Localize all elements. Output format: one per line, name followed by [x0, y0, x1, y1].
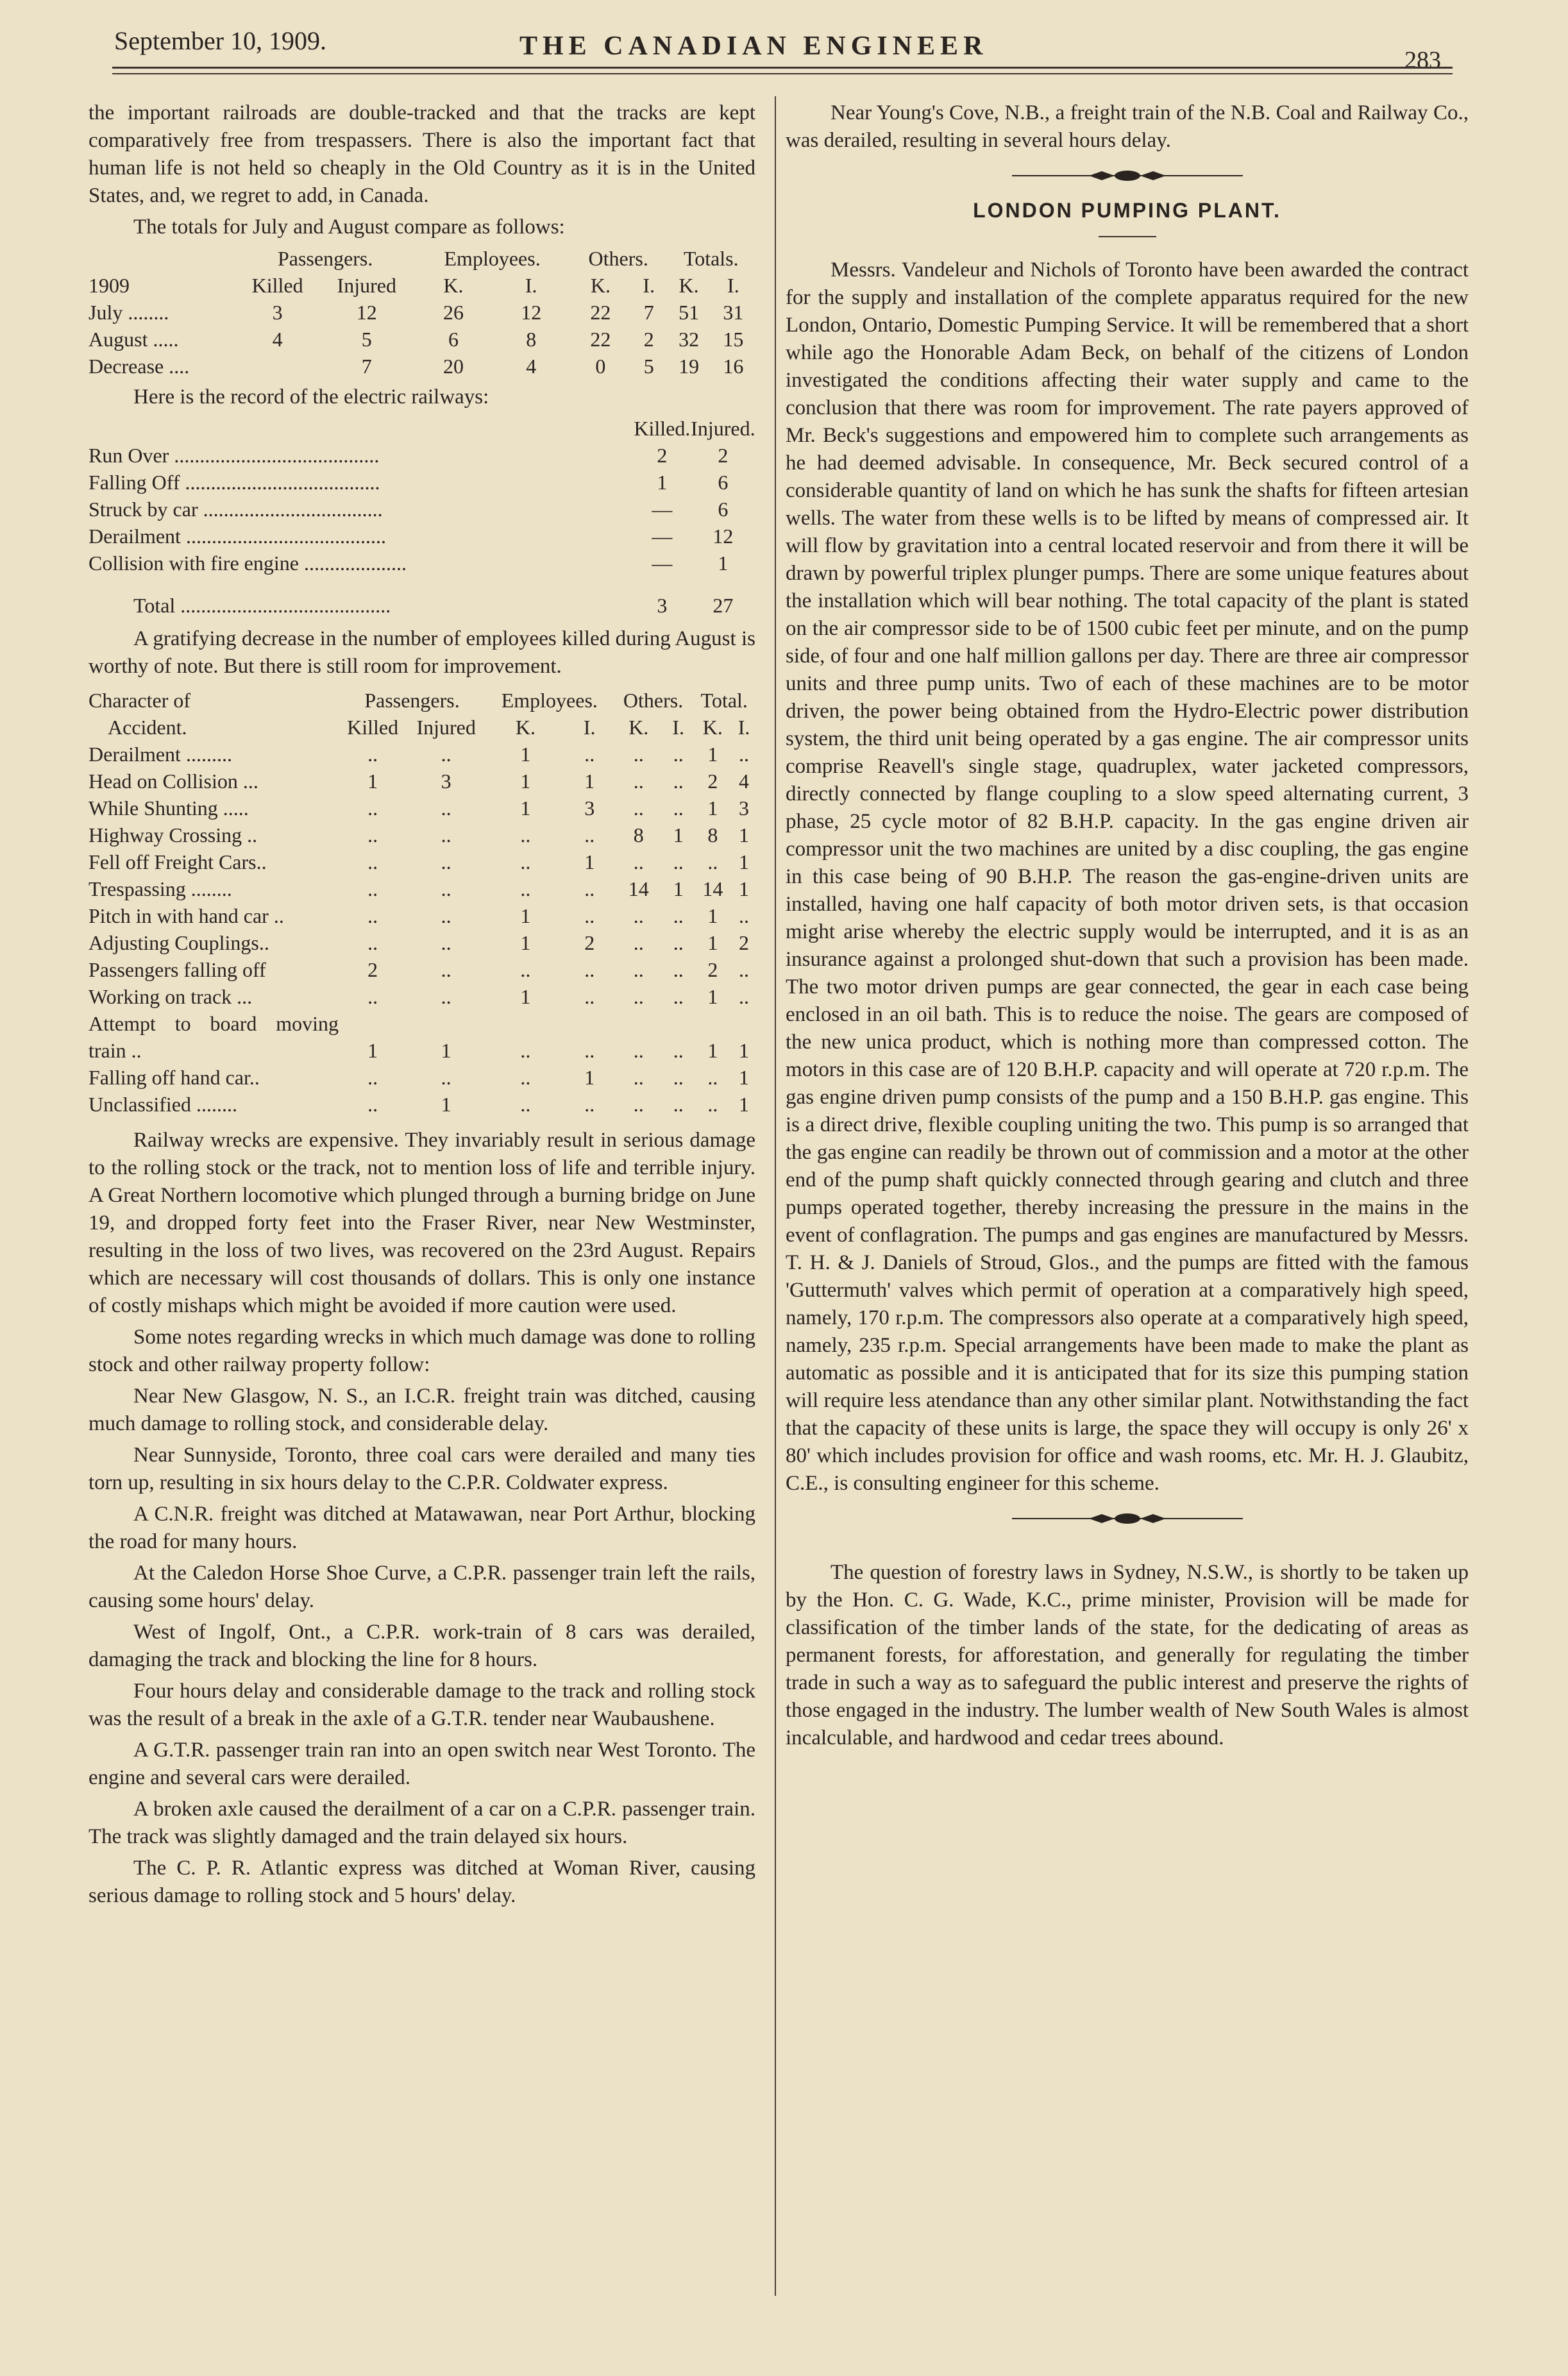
cell: ..	[367, 931, 378, 954]
cell: 3	[584, 796, 595, 820]
row-label: Attempt to board moving train ..	[89, 1012, 339, 1062]
row-label: Unclassified ........	[89, 1093, 237, 1116]
cell: ..	[367, 1093, 378, 1116]
cell: 12	[521, 301, 542, 324]
header-others: Others.	[623, 689, 684, 712]
table-row	[89, 442, 755, 469]
cell: ..	[673, 1066, 684, 1089]
column-header: I.	[727, 274, 739, 297]
left-column	[89, 99, 755, 1914]
row-label: Pitch in with hand car ..	[89, 904, 284, 927]
cell: 1	[739, 1039, 750, 1062]
cell: 3	[739, 796, 750, 820]
cell: ..	[367, 850, 378, 873]
cell: ..	[367, 904, 378, 927]
column-header: Killed	[347, 716, 399, 739]
cell: ..	[673, 904, 684, 927]
news-paragraph: A broken axle caused the derailment of a car on a C.P.R. passenger train. The track was slightly damaged and the train delayed six hours.	[89, 1798, 755, 1848]
forestry-paragraph: The question of forestry laws in Sydney, N.S.W., is shortly to be taken up by the Hon. C. G. Wade, K.C., prime minister, Provision will be made for classification of the timber lands of the state, for the dedicating of areas as permanent forests, for afforestation, and generally for regulating the timber trade in such a way as to safeguard the public interest and preserve the rights of those engaged in the industry. The lumber wealth of New South Wales is almost incalculable, and hardwood and cedar trees abound.	[786, 1561, 1469, 1749]
header-rule-lower	[112, 73, 1453, 74]
cell: ..	[520, 850, 531, 873]
table-row	[89, 1010, 755, 1064]
header-total: Total.	[700, 689, 748, 712]
row-label: July ........	[89, 301, 169, 324]
column-header: K.	[515, 716, 535, 739]
column-header: K.	[590, 274, 611, 297]
table-row	[89, 875, 755, 902]
header-employees: Employees.	[444, 247, 541, 270]
cell: ..	[584, 904, 595, 927]
header-totals: Totals.	[683, 247, 739, 270]
row-label: Passengers falling off	[89, 958, 266, 981]
cell: 4	[526, 355, 537, 378]
cell: ..	[633, 1039, 644, 1062]
cell: 14	[702, 877, 723, 900]
row-label: Derailment .........	[89, 743, 232, 766]
cell: ..	[739, 904, 750, 927]
electric-intro: Here is the record of the electric railways:	[133, 385, 489, 409]
column-header: I.	[672, 716, 685, 739]
header-employees: Employees.	[501, 689, 598, 712]
table-row	[89, 299, 755, 326]
news-paragraph: Near New Glasgow, N. S., an I.C.R. freight train was ditched, causing much damage to rolling stock, and considerable delay.	[89, 1385, 755, 1435]
cell: —	[652, 552, 673, 575]
row-label: Struck by car ...................................	[89, 498, 383, 521]
cell: ..	[520, 823, 531, 847]
page-header	[0, 0, 1568, 83]
column-header: K.	[702, 716, 723, 739]
row-label: Total .........................................	[133, 594, 391, 617]
cell: 2	[707, 958, 718, 981]
cell: 1	[707, 1039, 718, 1062]
row-label: Highway Crossing ..	[89, 823, 258, 847]
header-rule	[112, 67, 1453, 69]
cell: ..	[441, 904, 451, 927]
table-row	[89, 496, 755, 523]
page-number: 283	[1404, 47, 1441, 74]
column-header: I.	[643, 274, 655, 297]
cell	[236, 353, 319, 380]
cell: 1	[673, 823, 684, 847]
electric-railways-table	[89, 415, 755, 619]
total-row	[89, 592, 755, 619]
table-row	[89, 1091, 755, 1118]
cell: 1	[739, 1066, 750, 1089]
cell: ..	[367, 1066, 378, 1089]
news-paragraph: West of Ingolf, Ont., a C.P.R. work-train of 8 cars was derailed, damaging the track and blocking the line for 8 hours.	[89, 1621, 755, 1671]
cell: ..	[520, 877, 531, 900]
cell: ..	[441, 743, 451, 766]
cell: 15	[723, 328, 744, 351]
cell: ..	[584, 823, 595, 847]
column-header: Injured	[416, 716, 476, 739]
cell: ..	[707, 1066, 718, 1089]
cell: 1	[657, 471, 668, 494]
cell: ..	[367, 985, 378, 1008]
journal-title: THE CANADIAN ENGINEER	[519, 31, 988, 61]
cell: ..	[584, 1093, 595, 1116]
header-label: Character of	[89, 689, 191, 712]
news-paragraph: Some notes regarding wrecks in which much damage was done to rolling stock and other railway property follow:	[89, 1326, 755, 1376]
cell: 1	[584, 770, 595, 793]
cell: 2	[584, 931, 595, 954]
cell: ..	[673, 958, 684, 981]
right-column	[786, 99, 1469, 1756]
row-label: Collision with fire engine ....................	[89, 552, 407, 575]
cell: 6	[718, 471, 729, 494]
table-row	[89, 469, 755, 496]
table-row	[89, 821, 755, 848]
cell: ..	[584, 958, 595, 981]
table-row	[89, 1064, 755, 1091]
gratifying-paragraph: A gratifying decrease in the number of employees killed during August is worthy of note. But there is still room for improvement.	[89, 627, 755, 678]
cell: 12	[712, 525, 734, 548]
cell: 1	[739, 850, 750, 873]
row-label: August .....	[89, 328, 179, 351]
column-header: I.	[583, 716, 596, 739]
cell: 1	[673, 877, 684, 900]
cell: ..	[584, 743, 595, 766]
cell: 1	[718, 552, 729, 575]
cell: ..	[441, 850, 451, 873]
cell: 1	[739, 877, 750, 900]
row-label: Head on Collision ...	[89, 770, 258, 793]
youngs-cove-paragraph: Near Young's Cove, N.B., a freight train of the N.B. Coal and Railway Co., was derailed, resulting in several hours delay.	[786, 101, 1469, 152]
cell: 3	[657, 594, 668, 617]
cell: 1	[739, 823, 750, 847]
cell: ..	[633, 850, 644, 873]
cell: ..	[739, 985, 750, 1008]
issue-date: September 10, 1909.	[114, 26, 327, 55]
column-header: Injured.	[691, 417, 755, 440]
column-header: I.	[738, 716, 750, 739]
cell: 1	[707, 904, 718, 927]
header-year: 1909	[89, 274, 130, 297]
accident-character-table	[89, 687, 755, 1118]
cell: ..	[367, 743, 378, 766]
cell: ..	[441, 985, 451, 1008]
cell: ..	[584, 877, 595, 900]
cell: 7	[361, 355, 372, 378]
news-paragraph: At the Caledon Horse Shoe Curve, a C.P.R. passenger train left the rails, causing some hours' delay.	[89, 1562, 755, 1612]
table-row	[89, 848, 755, 875]
cell: —	[652, 498, 673, 521]
row-label: Adjusting Couplings..	[89, 931, 269, 954]
column-header: Killed.	[634, 417, 691, 440]
title-rule	[1099, 236, 1156, 237]
column-header: Injured	[337, 274, 396, 297]
cell: 6	[718, 498, 729, 521]
cell: ..	[673, 931, 684, 954]
cell: 1	[520, 796, 531, 820]
cell: 1	[520, 985, 531, 1008]
cell: ..	[441, 1066, 451, 1089]
cell: 5	[361, 328, 372, 351]
table-row	[89, 902, 755, 929]
cell: ..	[633, 985, 644, 1008]
cell: ..	[441, 823, 451, 847]
cell: ..	[367, 796, 378, 820]
column-header: K.	[443, 274, 464, 297]
table-row	[89, 929, 755, 956]
header-passengers: Passengers.	[277, 247, 373, 270]
cell: 2	[718, 444, 729, 467]
cell: 1	[441, 1093, 451, 1116]
cell: ..	[673, 1039, 684, 1062]
cell: ..	[441, 877, 451, 900]
cell: 2	[643, 328, 654, 351]
cell: 1	[367, 1039, 378, 1062]
row-label: Decrease ....	[89, 355, 190, 378]
cell: ..	[673, 770, 684, 793]
cell: 5	[643, 355, 654, 378]
row-label: Run Over ........................................	[89, 444, 380, 467]
table-row	[89, 353, 755, 380]
cell: 1	[739, 1093, 750, 1116]
section-title: LONDON PUMPING PLANT.	[973, 199, 1281, 222]
cell: 8	[526, 328, 537, 351]
cell: ..	[707, 1093, 718, 1116]
cell: ..	[441, 958, 451, 981]
ornament-divider	[1012, 166, 1243, 185]
cell: ..	[739, 743, 750, 766]
cell: 1	[584, 850, 595, 873]
cell: 1	[520, 743, 531, 766]
table-row	[89, 956, 755, 983]
row-label: Fell off Freight Cars..	[89, 850, 267, 873]
cell: ..	[673, 985, 684, 1008]
header-others: Others.	[588, 247, 648, 270]
cell: ..	[520, 958, 531, 981]
cell: 31	[723, 301, 744, 324]
cell: 3	[441, 770, 451, 793]
cell: 0	[595, 355, 606, 378]
row-label: While Shunting .....	[89, 796, 249, 820]
cell: 8	[633, 823, 644, 847]
cell: ..	[441, 796, 451, 820]
column-divider	[775, 96, 776, 2296]
cell: ..	[633, 796, 644, 820]
intro-paragraph: the important railroads are double-tracked and that the tracks are kept comparatively free from trespassers. There is also the important fact that human life is not held so cheaply in the Old Country as it is in the United States, and, we regret to add, in Canada.	[89, 101, 755, 207]
cell: 3	[272, 301, 283, 324]
news-paragraph: A G.T.R. passenger train ran into an open switch near West Toronto. The engine and several cars were derailed.	[89, 1739, 755, 1789]
news-paragraph: Four hours delay and considerable damage to the track and rolling stock was the result of a break in the axle of a G.T.R. tender near Waubaushene.	[89, 1680, 755, 1730]
table-row	[89, 768, 755, 795]
cell: ..	[673, 796, 684, 820]
row-label: Falling Off ......................................	[89, 471, 380, 494]
cell: 1	[707, 985, 718, 1008]
table-row	[89, 523, 755, 550]
totals-intro: The totals for July and August compare as follows:	[133, 215, 565, 239]
cell: ..	[584, 985, 595, 1008]
totals-table	[89, 245, 755, 380]
column-header: K.	[628, 716, 649, 739]
cell: 12	[356, 301, 377, 324]
cell: 4	[272, 328, 283, 351]
cell: 2	[739, 931, 750, 954]
cell: ..	[633, 1066, 644, 1089]
cell: ..	[633, 958, 644, 981]
table-row	[89, 326, 755, 353]
row-label: Working on track ...	[89, 985, 253, 1008]
cell: 2	[367, 958, 378, 981]
cell: ..	[367, 877, 378, 900]
column-header: Killed	[251, 274, 303, 297]
cell: ..	[520, 1039, 531, 1062]
cell: 16	[723, 355, 744, 378]
cell: 1	[707, 743, 718, 766]
cell: ..	[520, 1093, 531, 1116]
table-row	[89, 983, 755, 1010]
cell: 1	[441, 1039, 451, 1062]
cell: ..	[367, 823, 378, 847]
cell: 2	[707, 770, 718, 793]
cell: ..	[584, 1039, 595, 1062]
header-passengers: Passengers.	[364, 689, 460, 712]
cell: 1	[707, 796, 718, 820]
cell: ..	[673, 743, 684, 766]
cell: ..	[520, 1066, 531, 1089]
cell: 26	[443, 301, 464, 324]
cell: ..	[707, 850, 718, 873]
cell: 1	[520, 904, 531, 927]
news-paragraph: Railway wrecks are expensive. They invariably result in serious damage to the rolling stock or the track, not to mention loss of life and terrible injury. A Great Northern locomotive which plunged through a burning bridge on June 19, and dropped forty feet into the Fraser River, near New Westminster, resulting in the loss of two lives, was recovered on the 23rd August. Repairs which are necessary will cost thousands of dollars. This is only one instance of costly mishaps which might be avoided if more caution were used.	[89, 1129, 755, 1317]
cell: 1	[584, 1066, 595, 1089]
cell: ..	[633, 1093, 644, 1116]
cell: —	[652, 525, 673, 548]
cell: 1	[520, 931, 531, 954]
cell: 4	[739, 770, 750, 793]
cell: 1	[367, 770, 378, 793]
column-header: K.	[679, 274, 699, 297]
cell: 1	[707, 931, 718, 954]
table-row	[89, 795, 755, 821]
cell: ..	[633, 931, 644, 954]
cell: 7	[643, 301, 654, 324]
cell: 51	[679, 301, 700, 324]
cell: 20	[443, 355, 464, 378]
cell: 22	[590, 328, 611, 351]
left-paragraphs	[89, 1127, 755, 1910]
header-label: Accident.	[108, 716, 187, 739]
cell: ..	[633, 743, 644, 766]
cell: ..	[633, 770, 644, 793]
row-label: Trespassing ........	[89, 877, 232, 900]
cell: ..	[673, 1093, 684, 1116]
cell: ..	[633, 904, 644, 927]
row-label: Falling off hand car..	[89, 1066, 260, 1089]
cell: 19	[679, 355, 700, 378]
news-paragraph: The C. P. R. Atlantic express was ditched at Woman River, causing serious damage to rolling stock and 5 hours' delay.	[89, 1857, 755, 1907]
table-row	[89, 550, 755, 577]
news-paragraph: A C.N.R. freight was ditched at Matawawan, near Port Arthur, blocking the road for many hours.	[89, 1503, 755, 1553]
cell: 27	[712, 594, 734, 617]
cell: 2	[657, 444, 668, 467]
table-row	[89, 741, 755, 768]
cell: 22	[590, 301, 611, 324]
ornament-divider	[1012, 1509, 1243, 1528]
cell: 1	[520, 770, 531, 793]
london-pumping-paragraph: Messrs. Vandeleur and Nichols of Toronto have been awarded the contract for the supply and installation of the complete apparatus required for the new London, Ontario, Domestic Pumping Service. It will be remembered that a short while ago the Honorable Adam Beck, on behalf of the citizens of London investigated the conditions affecting their water supply and came to the conclusion that there was room for improvement. The rate payers approved of Mr. Beck's suggestions and empowered him to complete such arrangements as he had deemed advisable. In consequence, Mr. Beck secured control of a considerable quantity of land on which he has sunk the shafts for fifteen artesian wells. The water from these wells is to be lifted by means of compressed air. It will flow by gravitation into a central located reservoir and from there it will be drawn by powerful triplex plunger pumps. There are some unique features about the installation which will bear nothing. The total capacity of the plant is stated on the air compressor side to be of 1500 cubic feet per minute, and on the pump side, of four and one half million gallons per day. There are three air compressor units and three pump units. Two of each of these machines are to be motor driven, the power being obtained from the Hydro-Electric power distribution system, the third unit being operated by a gas engine. The air compressor units comprise Reavell's single stage, quadruplex, water jacketed compressors, directly connected by flange coupling to a slow speed alternating current, 3 phase, 25 cycle motor of 82 B.H.P. capacity. In the gas engine driven air compressor unit the two machines are united by a disc coupling, the gas engine in this case being of 90 B.H.P. The reason the gas-engine-driven units are installed, having one half capacity of both motor driven sets, is that occasion might arise whereby the electric supply would be interrupted, and it is as an insurance against a prolonged shut-down that such a provision has been made. The two motor driven pumps are gear connected, the gear in each case being enclosed in an oil bath. This is to reduce the noise. The gears are composed of the new unica product, which is nothing more than compressed cotton. The motors in this case are of 120 B.H.P. capacity and will operate at 720 r.p.m. The gas engine driven pump consists of the pump and a 150 B.H.P. gas engine. This is a direct drive, flexible coupling uniting the two. This pump is so arranged that the gas engine can readily be thrown out of commission and a motor at the other end of the pump shaft quickly connected through gearing and clutch and three pumps operated together, thereby increasing the pressure in the mains in the event of conflagration. The pumps and gas engines are manufactured by Messrs. T. H. & J. Daniels of Stroud, Glos., and the pumps are fitted with the famous 'Guttermuth' valves which permit of operation at a comparatively high speed, namely, 170 r.p.m. The compressors also operate at a comparatively high speed, namely, 235 r.p.m. Special arrangements have been made to make the plant as automatic as possible and it is anticipated that for its size this pumping station will require less atendance than any other similar plant. Notwithstanding the fact that the capacity of these units is large, the space they will occupy is only 26' x 80' which includes provision for office and wash rooms, etc. Mr. H. J. Glaubitz, C.E., is consulting engineer for this scheme.	[786, 258, 1469, 1495]
cell: ..	[739, 958, 750, 981]
cell: ..	[441, 931, 451, 954]
cell: ..	[673, 850, 684, 873]
cell: 6	[448, 328, 459, 351]
cell: 8	[707, 823, 718, 847]
row-label: Derailment .......................................	[89, 525, 386, 548]
cell: 14	[628, 877, 649, 900]
cell: 32	[679, 328, 700, 351]
news-paragraph: Near Sunnyside, Toronto, three coal cars were derailed and many ties torn up, resulting in six hours delay to the C.P.R. Coldwater express.	[89, 1444, 755, 1494]
column-header: I.	[525, 274, 537, 297]
